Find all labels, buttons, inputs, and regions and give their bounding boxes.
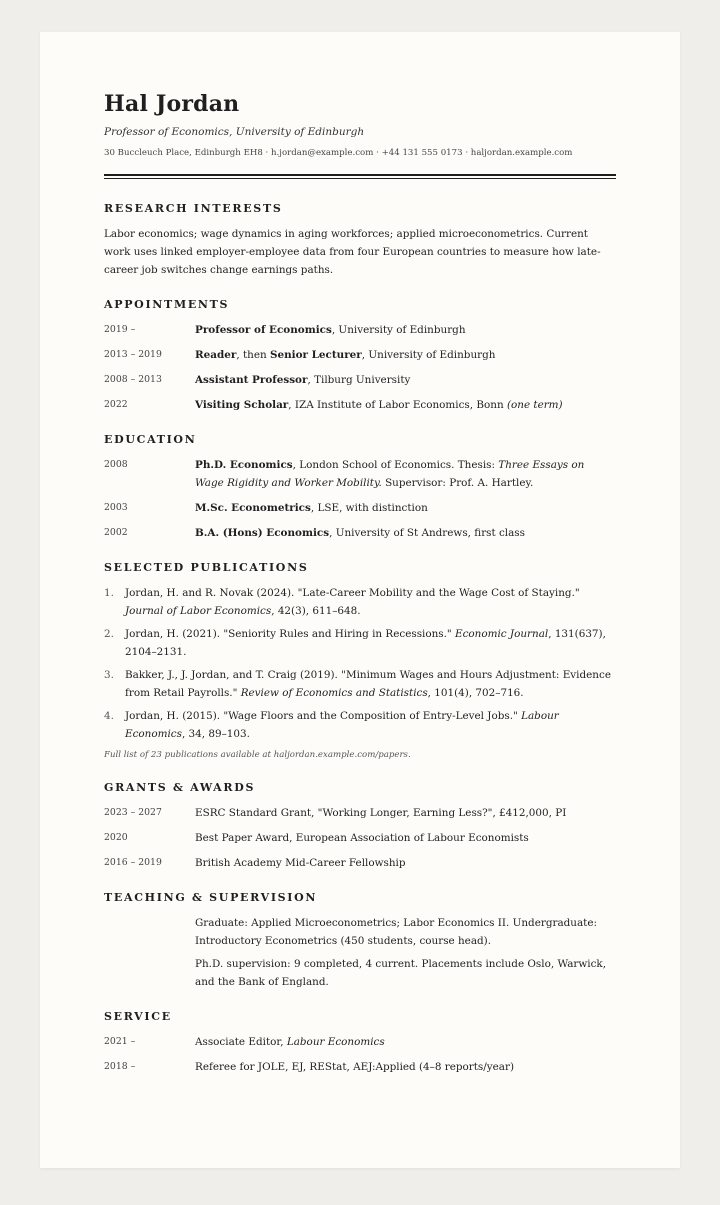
publications-list [104,584,616,743]
text-run: Best Paper Award, European Association of Labour Economists [195,832,529,844]
publication-citation [125,628,606,658]
text-run: Supervisor: Prof. A. Hartley. [381,477,534,489]
text-run: ESRC Standard Grant, "Working Longer, Earning Less?", £412,000, PI [195,807,567,819]
cv-page [40,32,680,1168]
text-run: (one term) [506,399,563,411]
text-run: , London School of Economics. Thesis: [292,459,499,471]
publication-number: 1. [104,587,114,599]
text-run: Associate Editor, [195,1036,287,1048]
text-run: B.A. (Hons) Economics [195,527,330,539]
grant-row [104,854,616,872]
entry-date: 2023 – 2027 [104,807,162,818]
section-heading: EDUCATION [104,433,197,446]
grant-row [104,829,616,847]
education-row [104,524,616,542]
section-heading: TEACHING & SUPERVISION [104,891,318,904]
entry-description [195,321,616,339]
teaching-item: Graduate: Applied Microeconometrics; Labor Economics II. Undergraduate: Introductory Econometrics (450 students, course head). [195,917,598,947]
entry-description [195,371,616,389]
text-run: , then [236,349,270,361]
text-run: Review of Economics and Statistics [240,687,428,699]
entry-date: 2008 – 2013 [104,374,162,385]
entry-description [195,854,616,872]
entry-description [195,396,616,414]
section-publications [104,560,616,762]
text-run: , University of Edinburgh [361,349,496,361]
publication-item [104,625,616,661]
text-run: Ph.D. Economics [195,459,293,471]
text-run: , University of St Andrews, first class [329,527,525,539]
service-list [104,1033,616,1076]
entry-description [195,524,616,542]
entry-description [195,1033,616,1051]
appointment-row [104,396,616,414]
entry-date: 2022 [104,399,128,410]
text-run: Visiting Scholar [195,399,289,411]
section-heading: SELECTED PUBLICATIONS [104,561,309,574]
entry-date: 2020 [104,832,128,843]
section-heading: GRANTS & AWARDS [104,781,256,794]
text-run: , 42(3), 611–648. [271,605,361,617]
text-run: , 131(637), 2104–2131. [125,628,606,658]
text-run: , IZA Institute of Labor Economics, Bonn [288,399,507,411]
service-row [104,1058,616,1076]
publication-item [104,707,616,743]
section-heading: SERVICE [104,1010,172,1023]
text-run: Labour Economics [286,1036,385,1048]
publication-number: 2. [104,628,114,640]
section-teaching [104,890,616,991]
text-run: British Academy Mid-Career Fellowship [195,857,406,869]
text-run: Bakker, J., J. Jordan, and T. Craig (2019). "Minimum Wages and Hours Adjustment: Evidence from Retail Payrolls." [125,669,611,699]
section-research [104,201,616,279]
publication-citation [125,669,611,699]
entry-date: 2016 – 2019 [104,857,162,868]
section-appointments [104,297,616,414]
section-service [104,1009,616,1076]
entry-date: 2002 [104,527,128,538]
appointments-list [104,321,616,414]
entry-description [195,456,616,492]
entry-date: 2013 – 2019 [104,349,162,360]
text-run: Assistant Professor [195,374,308,386]
text-run: Reader [195,349,237,361]
entry-date: 2003 [104,502,128,513]
publication-number: 3. [104,669,114,681]
appointment-row [104,346,616,364]
entry-date: 2008 [104,459,128,470]
section-heading: APPOINTMENTS [104,298,230,311]
text-run: Economic Journal [455,628,549,640]
section-heading: RESEARCH INTERESTS [104,202,283,215]
publication-item [104,584,616,620]
entry-date: 2019 – [104,324,136,335]
research-text: Labor economics; wage dynamics in aging workforces; applied microeconometrics. Current work uses linked employer-employee data from four European countries to measure how late-career job switches change earnings paths. [104,228,601,276]
text-run: Journal of Labor Economics [125,605,272,617]
text-run: Professor of Economics [195,324,332,336]
section-grants [104,780,616,872]
entry-description [195,346,616,364]
entry-description [195,1058,616,1076]
entry-description [195,499,616,517]
entry-description [195,804,616,822]
text-run: , University of Edinburgh [331,324,466,336]
publication-citation [125,587,580,617]
text-run: M.Sc. Econometrics [195,502,311,514]
grant-row [104,804,616,822]
teaching-item: Ph.D. supervision: 9 completed, 4 current. Placements include Oslo, Warwick, and the Bank of England. [195,958,607,988]
text-run: Senior Lecturer [269,349,362,361]
text-run: Labour Economics [125,710,559,740]
text-run: , Tilburg University [307,374,411,386]
grants-list [104,804,616,872]
text-run: , LSE, with distinction [310,502,428,514]
service-row [104,1033,616,1051]
text-run: Jordan, H. (2021). "Seniority Rules and Hiring in Recessions." [125,628,456,640]
text-run: , 101(4), 702–716. [427,687,524,699]
text-run: Three Essays on Wage Rigidity and Worker Mobility. [195,459,585,489]
cv-name: Hal Jordan [104,91,240,117]
text-run: Jordan, H. and R. Novak (2024). "Late-Career Mobility and the Wage Cost of Staying." [125,587,580,599]
appointment-row [104,371,616,389]
text-run: Referee for JOLE, EJ, REStat, AEJ:Applied (4–8 reports/year) [195,1061,515,1073]
publication-item [104,666,616,702]
entry-date: 2021 – [104,1036,136,1047]
text-run: , 34, 89–103. [181,728,250,740]
entry-date: 2018 – [104,1061,136,1072]
cv-title: Professor of Economics, University of Edinburgh [104,126,365,138]
entry-description [195,829,616,847]
education-row [104,456,616,492]
education-row [104,499,616,517]
section-education [104,432,616,542]
cv-contact: 30 Buccleuch Place, Edinburgh EH8 · h.jordan@example.com · +44 131 555 0173 · haljordan.example.com [104,148,573,158]
publications-footnote: Full list of 23 publications available at haljordan.example.com/papers. [104,750,411,760]
text-run: Jordan, H. (2015). "Wage Floors and the Composition of Entry-Level Jobs." [125,710,522,722]
publication-citation [125,710,559,740]
education-list [104,456,616,542]
header-rule [104,174,616,179]
publication-number: 4. [104,710,114,722]
appointment-row [104,321,616,339]
